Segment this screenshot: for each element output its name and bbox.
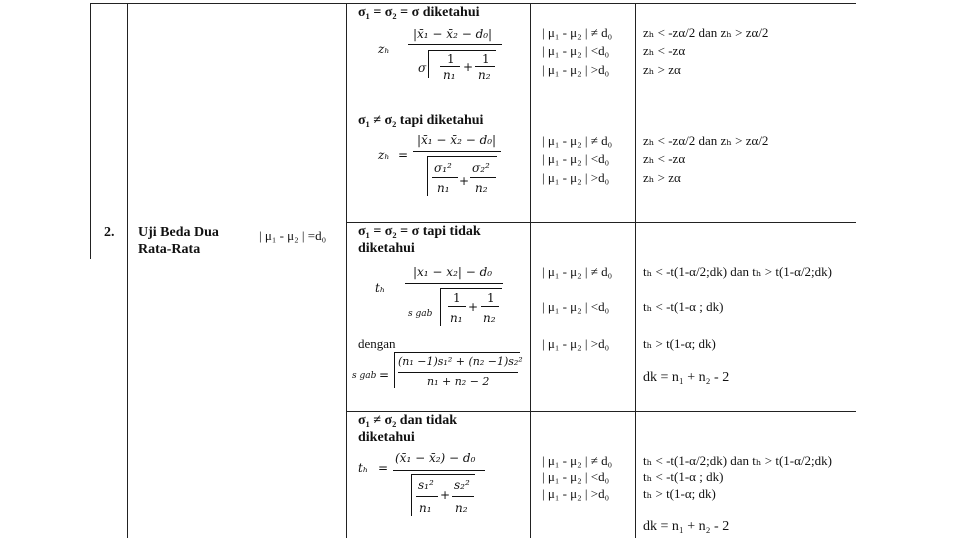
- row-title-line1: Uji Beda Dua: [138, 225, 219, 240]
- col-border-left: [90, 3, 91, 259]
- block1-den-b-num: 1: [482, 52, 490, 66]
- block4-dk: dk = n₁ + n₂ - 2: [643, 519, 730, 534]
- block4-criteria-two-sided: tₕ < -t(1-α/2;dk) dan tₕ > t(1-α/2;dk): [643, 453, 833, 468]
- block1-den-prefix: σ: [418, 61, 427, 75]
- block4-heading-line1: σ₁ ≠ σ₂ dan tidak: [358, 413, 458, 428]
- block2-h1-gt: | μ₁ - μ₂ | >d₀: [542, 170, 610, 185]
- block3-den-b-den: n₂: [483, 311, 496, 325]
- block1-criteria-right: zₕ > zα: [643, 62, 681, 77]
- block4-den-b-bar: [452, 496, 474, 497]
- block2-lhs: zₕ: [378, 148, 390, 162]
- block3-criteria-left: tₕ < -t(1-α ; dk): [643, 299, 724, 314]
- block3-plus: +: [468, 300, 479, 314]
- block3-dengan: dengan: [358, 336, 396, 351]
- block1-lhs: zₕ: [378, 42, 390, 56]
- block2-criteria-left: zₕ < -zα: [643, 151, 686, 166]
- null-hypothesis: | μ₁ - μ₂ | =d₀: [259, 228, 327, 243]
- block2-plus: +: [459, 174, 470, 188]
- block2-den-b-num: σ₂²: [472, 161, 490, 175]
- block4-h1-gt: | μ₁ - μ₂ | >d₀: [542, 486, 610, 501]
- col-border-formula-right: [530, 3, 531, 538]
- block1-h1-gt: | μ₁ - μ₂ | >d₀: [542, 62, 610, 77]
- block2-den-a-num: σ₁²: [434, 161, 452, 175]
- block3-den-prefix: s gab: [408, 309, 433, 319]
- block3-den-b-bar: [481, 306, 499, 307]
- block3-den-a-bar: [448, 306, 466, 307]
- block2-den-a-den: n₁: [437, 181, 450, 195]
- block3-radical-top: [440, 288, 502, 289]
- block4-h1-ne: | μ₁ - μ₂ | ≠ d₀: [542, 453, 613, 468]
- block4-den-a-num: s₁²: [418, 478, 434, 492]
- block3-criteria-two-sided: tₕ < -t(1-α/2;dk) dan tₕ > t(1-α/2;dk): [643, 264, 833, 279]
- block3-fraction-bar: [405, 283, 503, 284]
- block1-numerator: |x̄₁ − x̄₂ − d₀|: [413, 27, 493, 41]
- block2-radical: [427, 156, 428, 196]
- block3-sgab-denominator: n₁ + n₂ − 2: [427, 375, 490, 388]
- block3-sgab-radical-top: [394, 352, 520, 353]
- block4-criteria-left: tₕ < -t(1-α ; dk): [643, 469, 724, 484]
- block2-eq: =: [398, 148, 409, 162]
- block4-h1-lt: | μ₁ - μ₂ | <d₀: [542, 469, 610, 484]
- block2-numerator: |x̄₁ − x̄₂ − d₀|: [417, 133, 497, 147]
- block3-sgab-fraction-bar: [398, 372, 518, 373]
- block1-criteria-two-sided: zₕ < -zα/2 dan zₕ > zα/2: [643, 25, 769, 40]
- block1-den-a-den: n₁: [443, 68, 456, 82]
- block1-radical-top: [428, 50, 496, 51]
- block1-den-b-den: n₂: [478, 68, 491, 82]
- block3-numerator: |x₁ − x₂| − d₀: [413, 265, 493, 279]
- block1-den-a-num: 1: [447, 52, 455, 66]
- row-border-lower: [346, 411, 856, 412]
- block3-radical: [440, 288, 441, 326]
- block3-dk: dk = n₁ + n₂ - 2: [643, 370, 730, 385]
- block4-den-b-den: n₂: [455, 501, 468, 515]
- col-border-formula-left: [346, 3, 347, 538]
- block2-criteria-right: zₕ > zα: [643, 170, 681, 185]
- col-border-h1-right: [635, 3, 636, 538]
- block1-plus: +: [463, 60, 474, 74]
- block3-sgab-radical: [394, 352, 395, 388]
- block4-radical-top: [411, 474, 475, 475]
- block1-radical: [428, 50, 429, 78]
- block4-den-b-num: s₂²: [454, 478, 470, 492]
- block2-den-b-den: n₂: [475, 181, 488, 195]
- block1-h1-lt: | μ₁ - μ₂ | <d₀: [542, 43, 610, 58]
- row-number: 2.: [104, 225, 115, 240]
- block3-heading-line2: diketahui: [358, 241, 415, 256]
- block3-h1-ne: | μ₁ - μ₂ | ≠ d₀: [542, 264, 613, 279]
- block3-den-a-num: 1: [453, 291, 461, 305]
- block2-criteria-two-sided: zₕ < -zα/2 dan zₕ > zα/2: [643, 133, 769, 148]
- block3-heading-line1: σ₁ = σ₂ = σ tapi tidak: [358, 224, 481, 239]
- col-border-number: [127, 3, 128, 538]
- block1-criteria-left: zₕ < -zα: [643, 43, 686, 58]
- block2-den-b-bar: [470, 177, 496, 178]
- block2-heading: σ₁ ≠ σ₂ tapi diketahui: [358, 113, 484, 128]
- block4-lhs: tₕ: [358, 461, 369, 475]
- block2-h1-lt: | μ₁ - μ₂ | <d₀: [542, 151, 610, 166]
- block1-heading: σ₁ = σ₂ = σ diketahui: [358, 5, 480, 20]
- block3-lhs: tₕ: [375, 281, 386, 295]
- block4-numerator: (x̄₁ − x̄₂) − d₀: [395, 451, 476, 465]
- block2-h1-ne: | μ₁ - μ₂ | ≠ d₀: [542, 133, 613, 148]
- block1-fraction-bar: [408, 44, 502, 45]
- block4-fraction-bar: [393, 470, 485, 471]
- block4-radical: [411, 474, 412, 516]
- block3-den-a-den: n₁: [450, 311, 463, 325]
- block2-fraction-bar: [413, 151, 501, 152]
- block4-den-a-bar: [416, 496, 438, 497]
- block3-sgab-lhs: s gab: [352, 371, 377, 381]
- row-border-mid: [346, 222, 856, 223]
- block4-plus: +: [440, 488, 451, 502]
- block2-den-a-bar: [432, 177, 458, 178]
- row-title-line2: Rata-Rata: [138, 242, 201, 257]
- block3-sgab-eq: =: [379, 368, 390, 382]
- block2-radical-top: [427, 156, 497, 157]
- block3-h1-lt: | μ₁ - μ₂ | <d₀: [542, 299, 610, 314]
- block1-den-a-bar: [440, 66, 460, 67]
- block4-heading-line2: diketahui: [358, 430, 415, 445]
- block4-den-a-den: n₁: [419, 501, 432, 515]
- block3-den-b-num: 1: [487, 291, 495, 305]
- block1-h1-ne: | μ₁ - μ₂ | ≠ d₀: [542, 25, 613, 40]
- block1-den-b-bar: [475, 66, 495, 67]
- block3-sgab-numerator: (n₁ −1)s₁² + (n₂ −1)s₂²: [398, 355, 523, 368]
- row-border-top: [90, 3, 856, 4]
- block3-criteria-right: tₕ > t(1-α; dk): [643, 336, 716, 351]
- block4-eq: =: [378, 461, 389, 475]
- block3-h1-gt: | μ₁ - μ₂ | >d₀: [542, 336, 610, 351]
- block4-criteria-right: tₕ > t(1-α; dk): [643, 486, 716, 501]
